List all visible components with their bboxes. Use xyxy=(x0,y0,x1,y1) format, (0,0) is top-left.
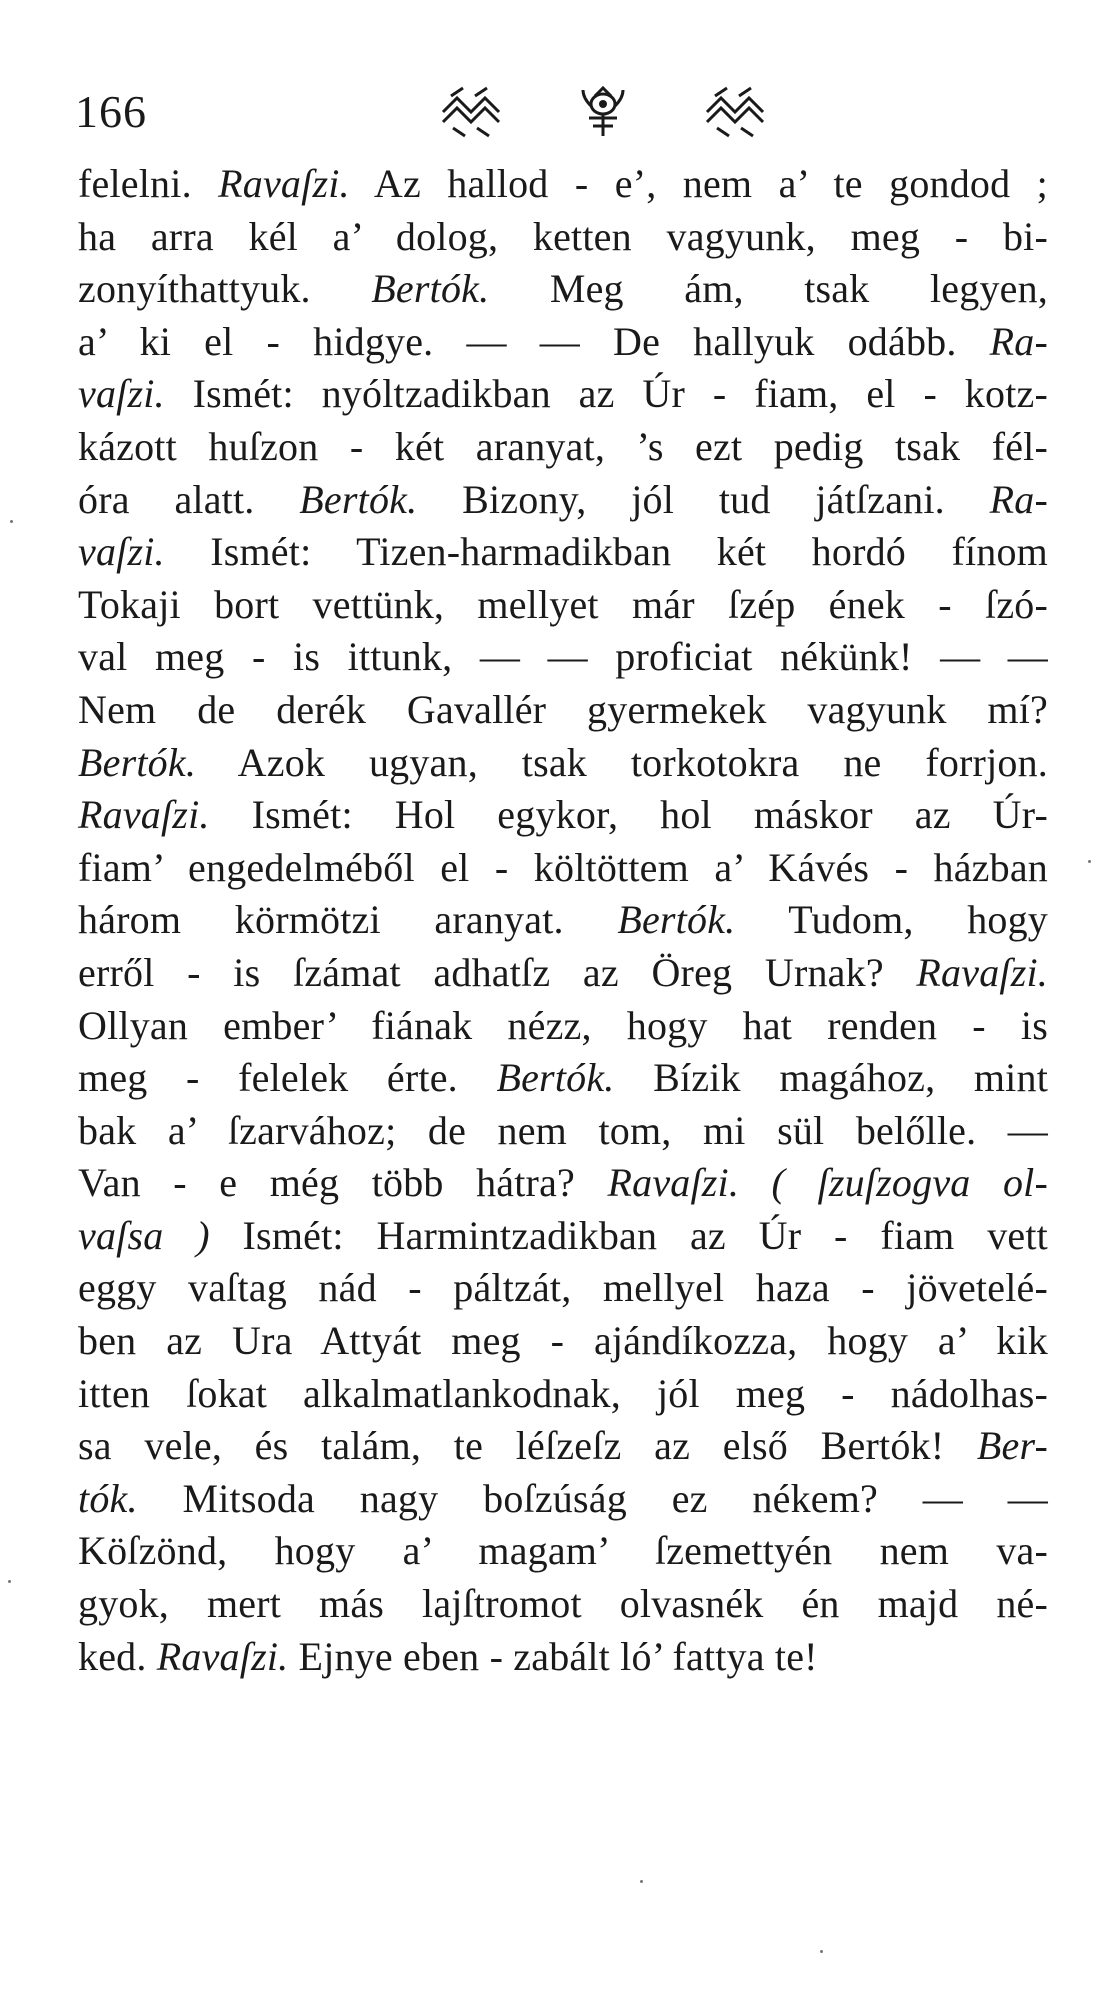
line-text: zonyíthattyuk. xyxy=(78,266,372,312)
speaker-name: Bertók. xyxy=(78,739,197,785)
line-text: Azok ugyan, tsak torkotokra ne forrjon. xyxy=(196,739,1048,785)
body-text xyxy=(78,158,1048,1683)
text-line xyxy=(78,316,1048,369)
paper-speck xyxy=(1088,860,1091,863)
line-text: sa vele, és talám, te léſzeſz az első Bertók! xyxy=(78,1423,977,1469)
text-line xyxy=(78,1525,1048,1578)
speaker-name: vaſsa ) xyxy=(78,1212,210,1258)
paper-speck xyxy=(8,1580,11,1583)
speaker-name: Bertók. xyxy=(371,266,490,312)
line-text: Az hallod - e’, nem a’ te gondod ; xyxy=(349,161,1049,206)
text-line xyxy=(78,1473,1048,1526)
text-line xyxy=(78,1052,1048,1105)
line-text: ha arra kél a’ dolog, ketten vagyunk, meg - bi- xyxy=(78,213,1048,259)
text-line xyxy=(78,1631,1048,1684)
speaker-name: Ravaſzi. ( ſzuſzogva ol- xyxy=(607,1160,1048,1206)
line-text: Tudom, hogy xyxy=(735,897,1048,943)
text-line xyxy=(78,1578,1048,1631)
page-number: 166 xyxy=(75,86,147,137)
text-line xyxy=(78,579,1048,632)
line-text: Ismét: nyóltzadikban az Úr - fiam, el - kotz- xyxy=(164,371,1048,417)
line-text: Ismét: Harmintzadikban az Úr - fiam vett xyxy=(209,1212,1048,1258)
speaker-name: Ravaſzi. xyxy=(916,949,1048,995)
text-line xyxy=(78,526,1048,579)
line-text: eggy vaſtag nád - páltzát, mellyel haza - jövetelé- xyxy=(78,1265,1048,1311)
line-text: három körmötzi aranyat. xyxy=(78,897,618,943)
paper-speck xyxy=(820,1950,823,1953)
text-line xyxy=(78,421,1048,474)
speaker-name: Ra- xyxy=(989,318,1048,364)
text-line xyxy=(78,158,1048,211)
speaker-name: vaſzi. xyxy=(78,529,165,575)
speaker-name: Ravaſzi. xyxy=(218,161,350,206)
speaker-name: tók. xyxy=(78,1475,138,1521)
line-text: ben az Ura Attyát meg - ajándíkozza, hogy a’ kik xyxy=(78,1318,1048,1364)
text-line xyxy=(78,263,1048,316)
paper-speck xyxy=(10,520,13,523)
line-text: meg - felelek érte. xyxy=(78,1055,497,1101)
line-text: Van - e még több hátra? xyxy=(78,1160,608,1206)
speaker-name: Bertók. xyxy=(496,1055,615,1101)
floral-ornament-icon xyxy=(423,84,783,140)
speaker-name: Ra- xyxy=(989,476,1049,522)
line-text: Ismét: Tizen-harmadikban két hordó fínom xyxy=(164,529,1048,575)
paper-speck xyxy=(640,1880,643,1883)
line-text: Ismét: Hol egykor, hol máskor az Úr- xyxy=(209,792,1048,838)
text-line xyxy=(78,894,1048,947)
line-text: itten ſokat alkalmatlankodnak, jól meg - nádolhas- xyxy=(78,1370,1048,1416)
text-line xyxy=(78,474,1048,527)
line-text: óra alatt. xyxy=(78,476,300,522)
line-text: bak a’ ſzarvához; de nem tom, mi sül belőlle. — xyxy=(78,1107,1048,1153)
line-text: Meg ám, tsak legyen, xyxy=(489,266,1048,312)
line-text: Mitsoda nagy boſzúság ez nékem? — — xyxy=(137,1475,1048,1521)
line-text: kázott huſzon - két aranyat, ’s ezt pedig tsak fél- xyxy=(78,423,1048,469)
text-line xyxy=(78,1262,1048,1315)
speaker-name: Ravaſzi. xyxy=(78,792,210,838)
line-text: Ejnye eben - zabált ló’ fattya te! xyxy=(288,1633,818,1679)
speaker-name: Ravaſzi. xyxy=(156,1633,289,1679)
text-line xyxy=(78,1000,1048,1053)
text-line xyxy=(78,947,1048,1000)
text-line xyxy=(78,1210,1048,1263)
text-line xyxy=(78,368,1048,421)
text-line xyxy=(78,737,1048,790)
text-line xyxy=(78,631,1048,684)
line-text: ked. xyxy=(78,1633,157,1679)
text-line xyxy=(78,789,1048,842)
speaker-name: Bertók. xyxy=(617,897,736,943)
line-text: Bizony, jól tud játſzani. xyxy=(417,476,990,522)
line-text: Tokaji bort vettünk, mellyet már ſzép ének - ſzó- xyxy=(78,581,1048,627)
line-text: val meg - is ittunk, — — proficiat nékünk! — — xyxy=(78,634,1048,680)
line-text: Nem de derék Gavallér gyermekek vagyunk mí? xyxy=(78,686,1048,732)
line-text: gyok, mert más lajſtromot olvasnék én majd né- xyxy=(78,1581,1048,1627)
text-line xyxy=(78,1157,1048,1210)
text-line xyxy=(78,1368,1048,1421)
page-header xyxy=(75,82,1035,142)
line-text: Ollyan ember’ fiának nézz, hogy hat renden - is xyxy=(78,1002,1048,1048)
text-line xyxy=(78,842,1048,895)
speaker-name: vaſzi. xyxy=(78,371,165,417)
text-line xyxy=(78,1105,1048,1158)
text-line xyxy=(78,1420,1048,1473)
line-text: a’ ki el - hidgye. — — De hallyuk odább. xyxy=(78,318,990,364)
text-line xyxy=(78,1315,1048,1368)
line-text: felelni. xyxy=(78,161,219,206)
speaker-name: Bertók. xyxy=(299,476,418,522)
line-text: erről - is ſzámat adhatſz az Öreg Urnak? xyxy=(78,949,917,995)
line-text: fiam’ engedelméből el - költöttem a’ Kávés - házban xyxy=(78,844,1048,890)
line-text: Köſzönd, hogy a’ magam’ ſzemettyén nem va- xyxy=(78,1528,1048,1574)
text-line xyxy=(78,684,1048,737)
text-line xyxy=(78,211,1048,264)
speaker-name: Ber- xyxy=(976,1423,1048,1469)
line-text: Bízik magához, mint xyxy=(614,1055,1049,1101)
